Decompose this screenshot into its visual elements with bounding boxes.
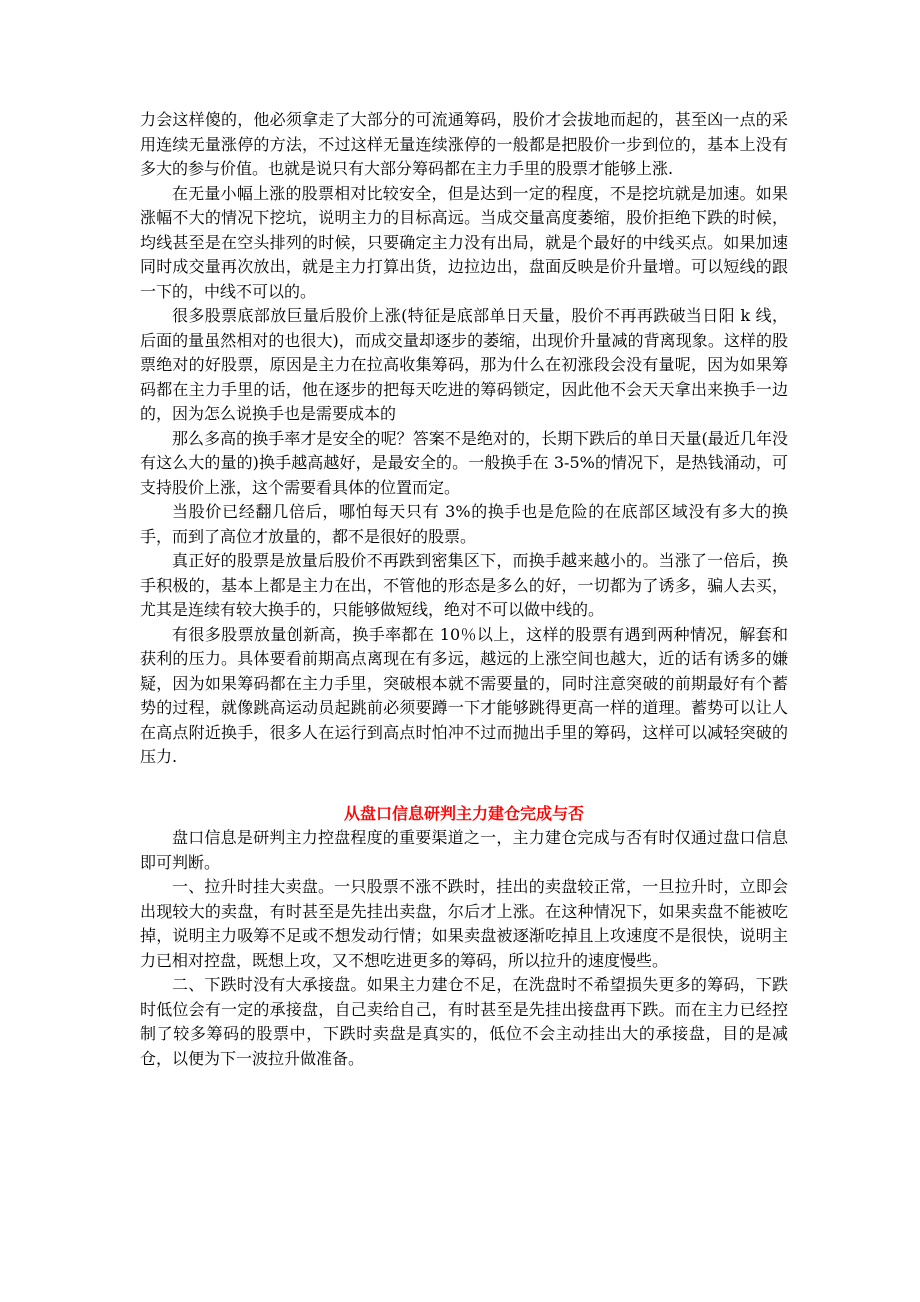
paragraph: 当股价已经翻几倍后，哪怕每天只有 3%的换手也是危险的在底部区域没有多大的换手，而到了高位才放量的，都不是很好的股票。: [140, 502, 788, 546]
paragraph: 那么多高的换手率才是安全的呢？答案不是绝对的，长期下跌后的单日天量(最近几年没有这么大的量的)换手越高越好，是最安全的。一般换手在 3-5%的情况下，是热钱涌动，可支持股价上涨，这个需要看具体的位置而定。: [140, 428, 788, 497]
paragraph: 很多股票底部放巨量后股价上涨(特征是底部单日天量，股价不再再跌破当日阳 k 线，后面的量虽然相对的也很大)，而成交量却逐步的萎缩，出现价升量减的背离现象。这样的股票绝对的好股票，原因是主力在拉高收集筹码，那为什么在初涨段会没有量呢，因为如果筹码都在主力手里的话，他在逐步的把每天吃进的筹码锁定，因此他不会天天拿出来换手一边的，因为怎么说换手也是需要成本的: [140, 306, 788, 423]
paragraph: 二、下跌时没有大承接盘。如果主力建仓不足，在洗盘时不希望损失更多的筹码，下跌时低位会有一定的承接盘，自己卖给自己，有时甚至是先挂出接盘再下跌。而在主力已经控制了较多筹码的股票中，下跌时卖盘是真实的，低位不会主动挂出大的承接盘，目的是减仓，以便为下一波拉升做准备。: [140, 975, 788, 1068]
paragraph: 有很多股票放量创新高，换手率都在 10％以上，这样的股票有遇到两种情况，解套和获利的压力。具体要看前期高点离现在有多远，越远的上涨空间也越大，近的话有诱多的嫌疑，因为如果筹码都在主力手里，突破根本就不需要量的，同时注意突破的前期最好有个蓄势的过程，就像跳高运动员起跳前必须要蹲一下才能够跳得更高一样的道理。蓄势可以让人在高点附近换手，很多人在运行到高点时怕冲不过而抛出手里的筹码，这样可以减轻突破的压力.: [140, 624, 788, 766]
section-title: 从盘口信息研判主力建仓完成与否: [343, 803, 584, 823]
document-page: [140, 108, 788, 1071]
paragraph: 力会这样傻的，他必须拿走了大部分的可流通筹码，股价才会拔地而起的，甚至凶一点的采用连续无量涨停的方法，不过这样无量连续涨停的一般都是把股价一步到位的，基本上没有多大的参与价值。也就是说只有大部分筹码都在主力手里的股票才能够上涨.: [140, 110, 788, 178]
paragraph: 盘口信息是研判主力控盘程度的重要渠道之一，主力建仓完成与否有时仅通过盘口信息即可判断。: [140, 828, 788, 872]
paragraph: 真正好的股票是放量后股价不再跌到密集区下，而换手越来越小的。当涨了一倍后，换手积极的，基本上都是主力在出，不管他的形态是多么的好，一切都为了诱多，骗人去买，尤其是连续有较大换手的，只能够做短线，绝对不可以做中线的。: [140, 551, 788, 619]
paragraph: 一、拉升时挂大卖盘。一只股票不涨不跌时，挂出的卖盘较正常，一旦拉升时，立即会出现较大的卖盘，有时甚至是先挂出卖盘，尔后才上涨。在这种情况下，如果卖盘不能被吃掉，说明主力吸筹不足或不想发动行情；如果卖盘被逐渐吃掉且上攻速度不是很快，说明主力已相对控盘，既想上攻，又不想吃进更多的筹码，所以拉升的速度慢些。: [140, 877, 788, 970]
paragraph: 在无量小幅上涨的股票相对比较安全，但是达到一定的程度，不是挖坑就是加速。如果涨幅不大的情况下挖坑，说明主力的目标高远。当成交量高度萎缩，股价拒绝下跌的时候，均线甚至是在空头排列的时候，只要确定主力没有出局，就是个最好的中线买点。如果加速同时成交量再次放出，就是主力打算出货，边拉边出，盘面反映是价升量增。可以短线的跟一下的，中线不可以的。: [140, 183, 788, 301]
